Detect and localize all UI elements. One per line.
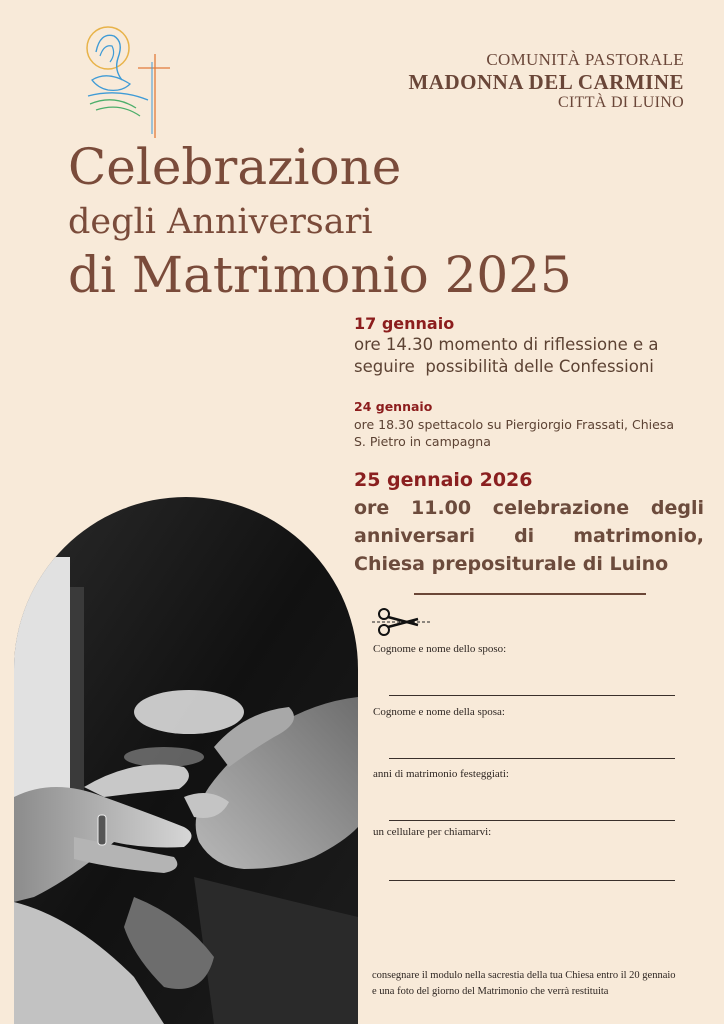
parish-line-3: CITTÀ DI LUINO: [558, 93, 684, 111]
field-input-years[interactable]: [389, 820, 675, 821]
title-line-2: degli Anniversari: [68, 202, 373, 242]
field-label-years: anni di matrimonio festeggiati:: [373, 768, 509, 780]
event-2-text: [354, 416, 674, 450]
field-label-bride: Cognome e nome della sposa:: [373, 706, 505, 718]
event-2-line-1: ore 18.30 spettacolo su Piergiorgio Frassati, Chiesa: [354, 417, 674, 432]
footnote: [372, 968, 676, 1000]
event-3-text: ore 11.00 celebrazione degli anniversari di matrimonio, Chiesa prepositurale di Luino: [354, 497, 704, 575]
footnote-line-2: e una foto del giorno del Matrimonio che verrà restituita: [372, 986, 609, 997]
title-line-1: Celebrazione: [68, 138, 402, 196]
wedding-ring-photo: [14, 497, 358, 1024]
field-input-bride[interactable]: [389, 758, 675, 759]
field-label-groom: Cognome e nome dello sposo:: [373, 643, 507, 655]
scissors-icon: [372, 606, 430, 636]
event-1-text: [354, 334, 659, 378]
event-2-line-2: S. Pietro in campagna: [354, 434, 491, 449]
event-2-date: 24 gennaio: [354, 399, 433, 414]
parish-line-2: MADONNA DEL CARMINE: [408, 69, 684, 94]
field-label-phone: un cellulare per chiamarvi:: [373, 826, 492, 838]
event-1-date: 17 gennaio: [354, 314, 455, 333]
event-1-line-2: seguire possibilità delle Confessioni: [354, 357, 654, 376]
field-input-phone[interactable]: [389, 880, 675, 881]
parish-line-1: COMUNITÀ PASTORALE: [486, 50, 684, 69]
event-1-line-1: ore 14.30 momento di riflessione e a: [354, 335, 659, 354]
footnote-line-1: consegnare il modulo nella sacrestia della tua Chiesa entro il 20 gennaio: [372, 970, 676, 981]
madonna-cross-logo-icon: [78, 22, 173, 140]
event-3-date: 25 gennaio 2026: [354, 469, 533, 491]
field-input-groom[interactable]: [389, 695, 675, 696]
title-line-3: di Matrimonio 2025: [68, 246, 572, 304]
parish-header: [408, 50, 684, 112]
divider-line: [414, 593, 646, 595]
